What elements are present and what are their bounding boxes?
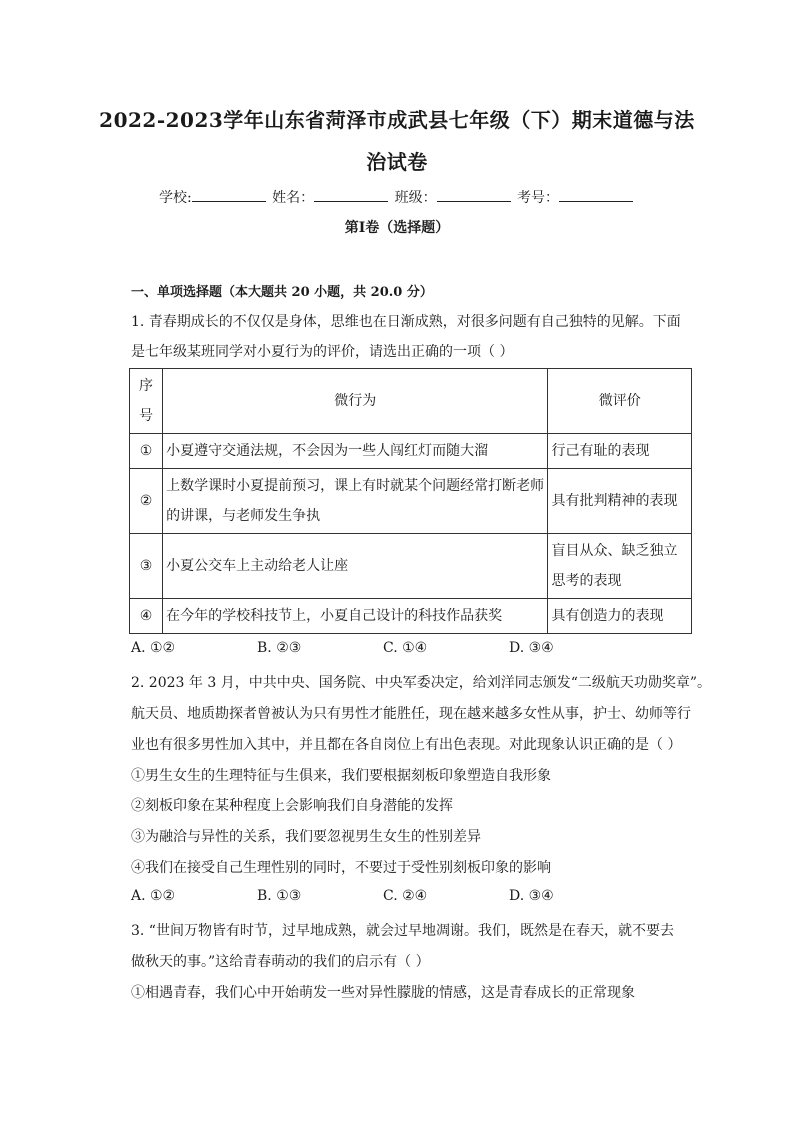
q1-option-b[interactable]: B. ②③ (257, 640, 302, 656)
student-info-row (0, 187, 794, 207)
q1-stem-line2: 是七年级某班同学对小夏行为的评价，请选出正确的一项（ ） (131, 344, 514, 360)
q2-stem-line3: 业也有很多男性加入其中，并且都在各自岗位上有出色表现。对此现象认识正确的是（ ） (131, 737, 682, 753)
table-cell-comment: 具有创造力的表现 (548, 599, 692, 634)
table-row (130, 469, 692, 534)
table-cell-comment: 行己有耻的表现 (548, 434, 692, 469)
school-label: 学校: (158, 190, 192, 206)
q2-option-d[interactable]: D. ③④ (509, 888, 554, 904)
q2-item: ①男生女生的生理特征与生俱来，我们要根据刻板印象塑造自我形象 (131, 768, 551, 784)
q2-option-b[interactable]: B. ①③ (257, 888, 302, 904)
table-header-cell: 微评价 (548, 369, 692, 434)
q2-options (131, 888, 691, 904)
table-row (130, 599, 692, 634)
table-cell-no: ③ (130, 534, 163, 599)
q2-option-a[interactable]: A. ①② (131, 888, 176, 904)
q1-stem-line1: 1. 青春期成长的不仅仅是身体，思维也在日渐成熟，对很多问题有自己独特的见解。下面 (131, 314, 681, 330)
table-cell-no: ④ (130, 599, 163, 634)
q2-stem-line1: 2. 2023 年 3 月，中共中央、国务院、中央军委决定，给刘洋同志颁发“二级航天功勋奖章”。 (131, 675, 712, 691)
table-cell-no: ① (130, 434, 163, 469)
class-blank[interactable] (437, 189, 511, 202)
q2-item: ③为融洽与异性的关系，我们要忽视男生女生的性别差异 (131, 829, 481, 845)
exam-title-line1: 2022-2023学年山东省菏泽市成武县七年级（下）期末道德与法 (99, 108, 695, 132)
table-header-row (130, 369, 692, 434)
table-header-cell: 序号 (130, 369, 163, 434)
exam-title-line2: 治试卷 (366, 150, 428, 174)
q2-item: ②刻板印象在某种程度上会影响我们自身潜能的发挥 (131, 798, 453, 814)
q2-stem-line2: 航天员、地质勘探者曾被认为只有男性才能胜任，现在越来越多女性从事，护士、幼师等行 (131, 706, 691, 722)
q2-item: ④我们在接受自己生理性别的同时，不要过于受性别刻板印象的影响 (131, 860, 551, 876)
q3-stem-line1: 3. “世间万物皆有时节，过早地成熟，就会过早地凋谢。我们，既然是在春天，就不要去 (131, 923, 674, 939)
table-cell-comment: 盲目从众、缺乏独立思考的表现 (548, 534, 692, 599)
table-cell-behavior: 上数学课时小夏提前预习，课上有时就某个问题经常打断老师的讲课，与老师发生争执 (163, 469, 548, 534)
name-label: 姓名： (272, 190, 315, 206)
table-cell-behavior: 小夏遵守交通法规，不会因为一些人闯红灯而随大溜 (163, 434, 548, 469)
q1-option-a[interactable]: A. ①② (131, 640, 176, 656)
table-cell-no: ② (130, 469, 163, 534)
table-cell-comment: 具有批判精神的表现 (548, 469, 692, 534)
q1-table (129, 368, 692, 634)
q3-stem-line2: 做秋天的事。”这给青春萌动的我们的启示有（ ） (131, 954, 430, 970)
q1-options (131, 640, 691, 656)
table-cell-behavior: 在今年的学校科技节上，小夏自己设计的科技作品获奖 (163, 599, 548, 634)
school-blank[interactable] (192, 189, 266, 202)
name-blank[interactable] (314, 189, 388, 202)
exam-no-blank[interactable] (559, 189, 633, 202)
q2-option-c[interactable]: C. ②④ (383, 888, 428, 904)
section-heading: 一、单项选择题（本大题共 20 小题，共 20.0 分） (131, 285, 433, 300)
exam-no-label: 考号： (517, 190, 560, 206)
q1-option-c[interactable]: C. ①④ (383, 640, 428, 656)
volume-heading: 第Ⅰ卷（选择题） (344, 220, 450, 236)
table-row (130, 534, 692, 599)
q1-option-d[interactable]: D. ③④ (509, 640, 554, 656)
class-label: 班级： (394, 190, 437, 206)
q3-item: ①相遇青春，我们心中开始萌发一些对异性朦胧的情感，这是青春成长的正常现象 (131, 985, 635, 1001)
table-row (130, 434, 692, 469)
table-cell-behavior: 小夏公交车上主动给老人让座 (163, 534, 548, 599)
table-header-cell: 微行为 (163, 369, 548, 434)
